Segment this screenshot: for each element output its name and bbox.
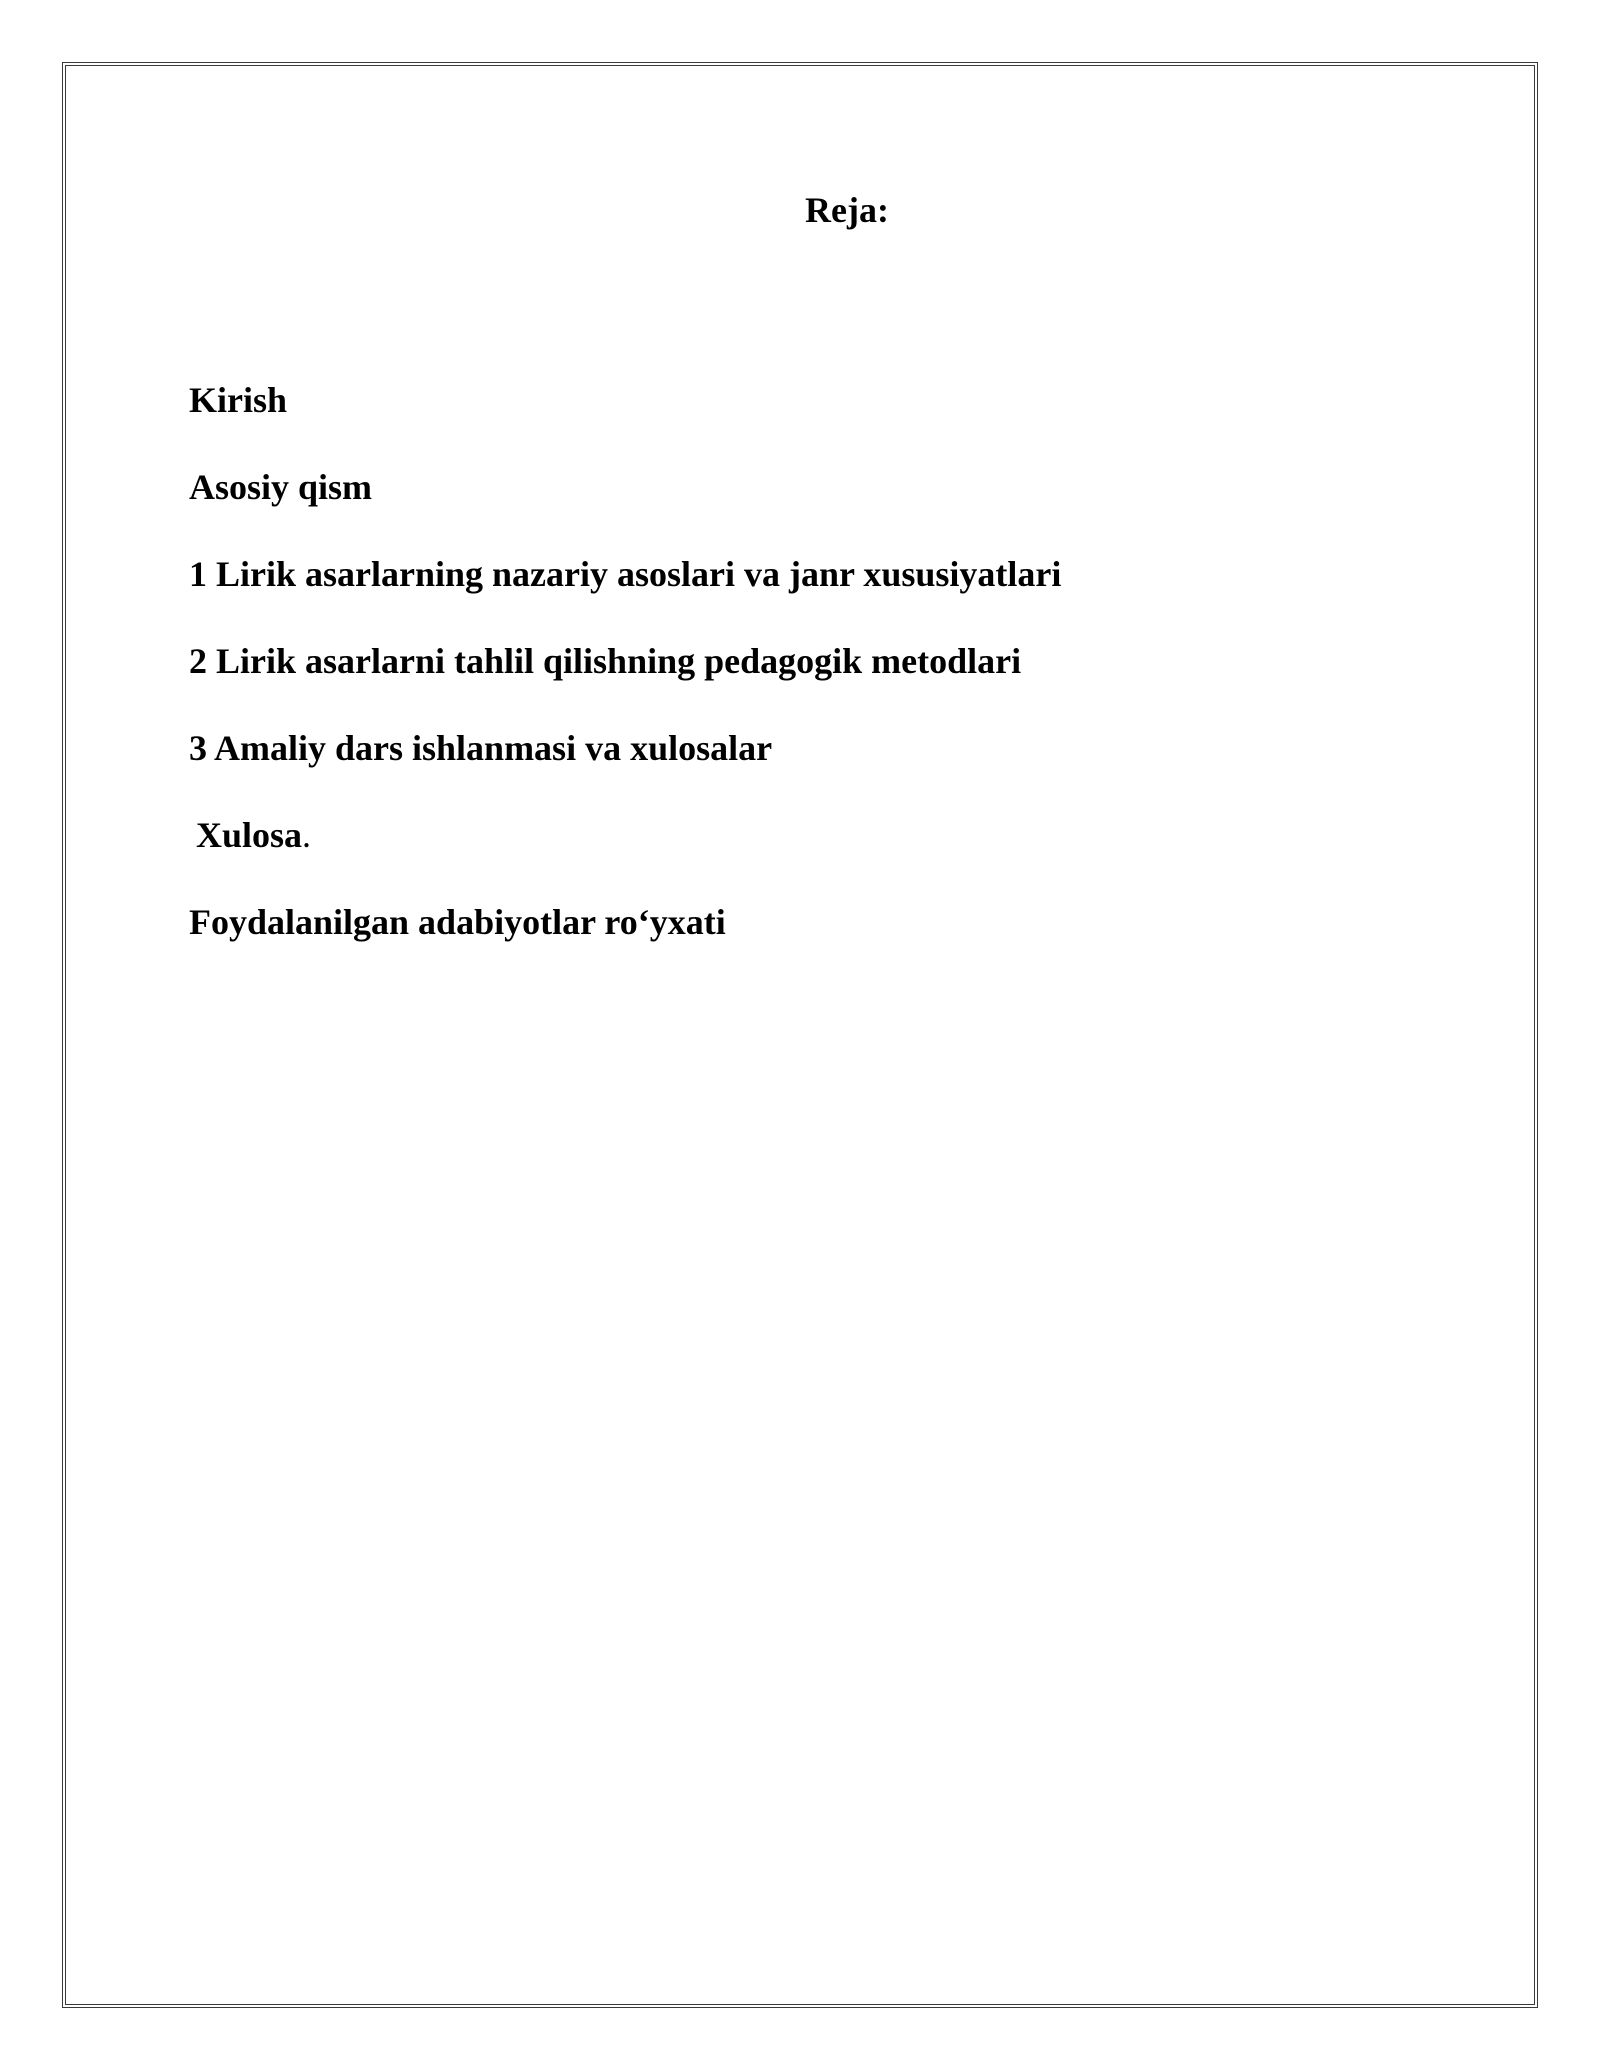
toc-item-xulosa-period: . [302, 815, 312, 855]
toc-item-section-2: 2 Lirik asarlarni tahlil qilishning pedagogik metodlari [189, 641, 1022, 681]
toc-item-xulosa [189, 813, 1061, 857]
toc-item-xulosa-label: Xulosa [196, 815, 303, 855]
toc-item-references: Foydalanilgan adabiyotlar ro‘yxati [189, 902, 726, 942]
page-border [62, 62, 1538, 2008]
page-title: Reja: [805, 190, 889, 230]
toc-item-asosiy-qism: Asosiy qism [189, 467, 373, 507]
toc-item-section-3: 3 Amaliy dars ishlanmasi va xulosalar [189, 728, 773, 768]
table-of-contents [189, 378, 1061, 987]
toc-item-kirish: Kirish [189, 380, 288, 420]
toc-item-section-1: 1 Lirik asarlarning nazariy asoslari va janr xususiyatlari [189, 554, 1062, 594]
